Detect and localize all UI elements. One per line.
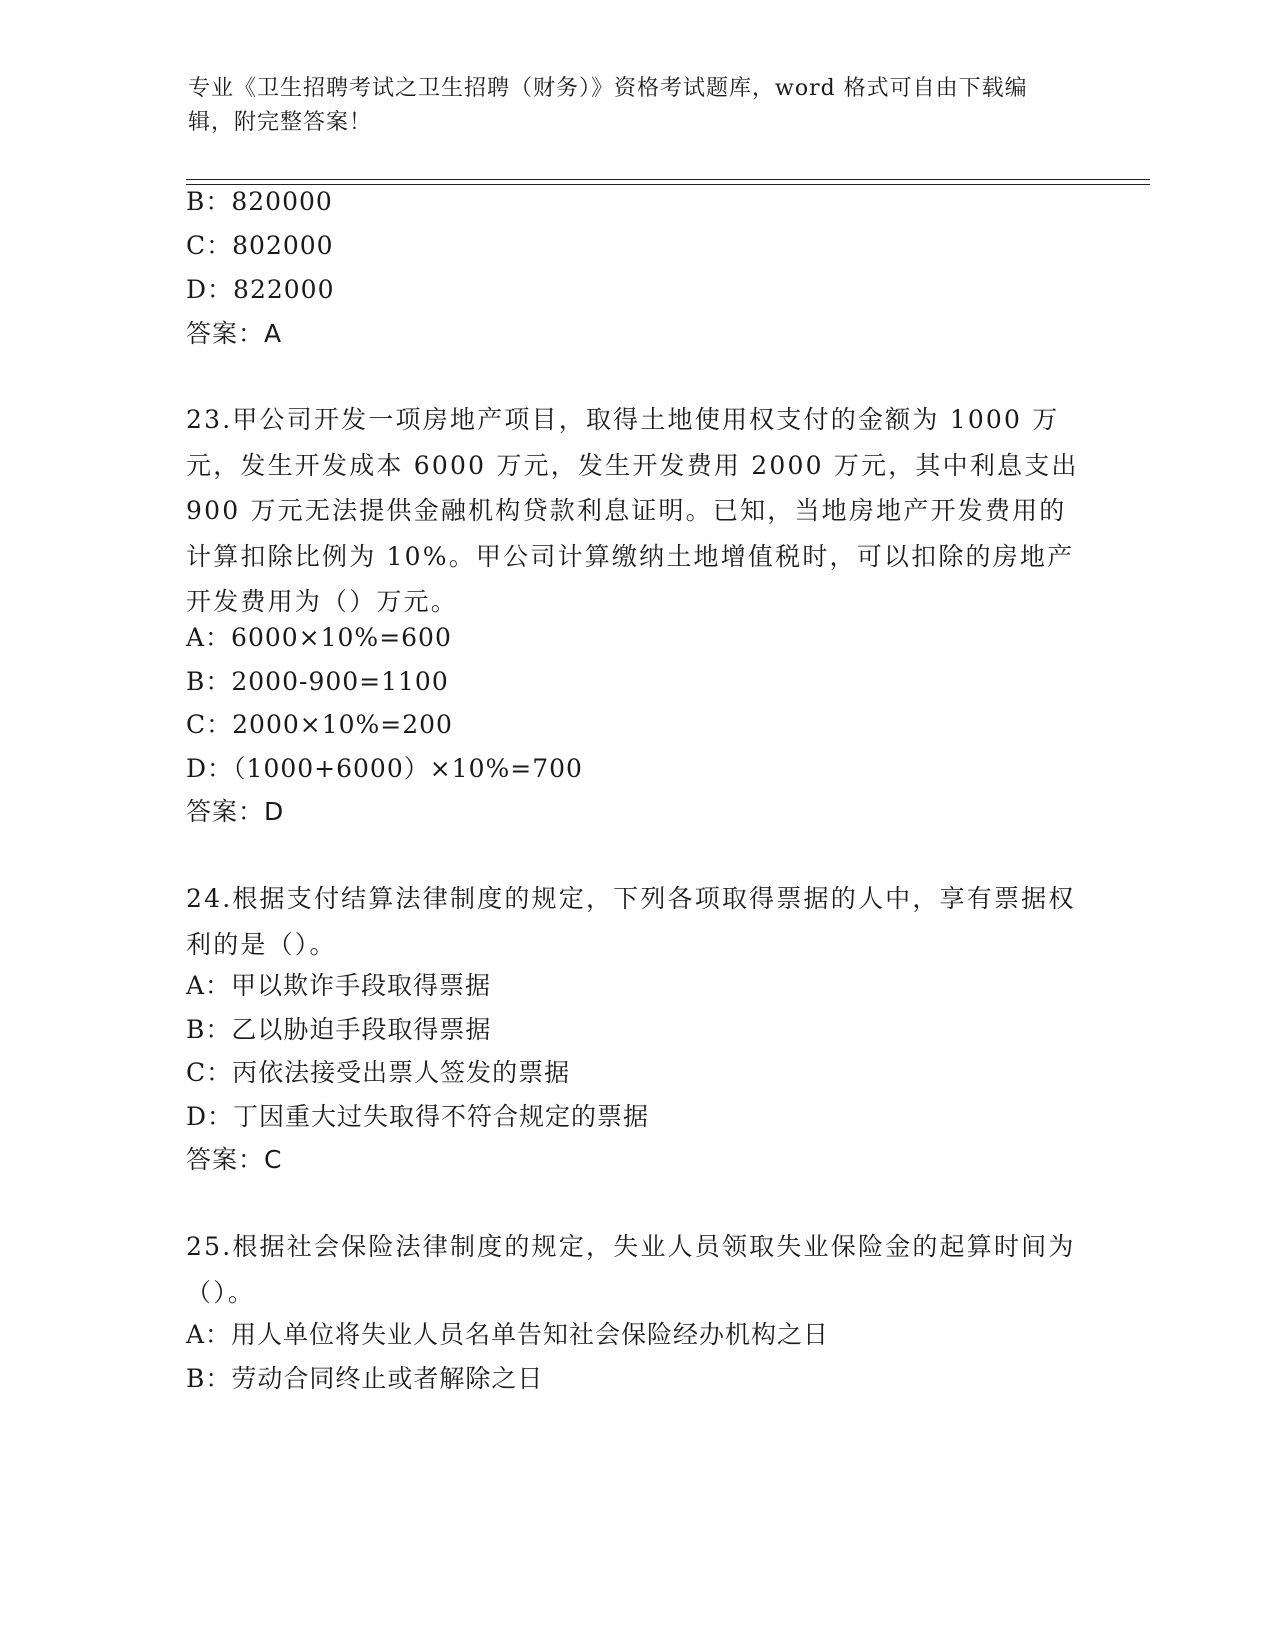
question-23-option-a: A：6000×10%=600	[186, 623, 452, 652]
question-24-option-c: C：丙依法接受出票人签发的票据	[186, 1058, 571, 1087]
question-25-option-a: A：用人单位将失业人员名单告知社会保险经办机构之日	[186, 1320, 830, 1349]
header-rule-top	[186, 179, 1150, 180]
question-24-text: 24.根据支付结算法律制度的规定，下列各项取得票据的人中，享有票据权利的是（）。	[186, 884, 1076, 959]
question-24-answer: 答案：C	[186, 1145, 283, 1174]
question-24-option-d: D：丁因重大过失取得不符合规定的票据	[186, 1102, 650, 1131]
option-d: D：822000	[186, 275, 335, 304]
header-rule-bottom	[186, 184, 1150, 185]
option-c: C：802000	[186, 231, 334, 260]
question-24-option-a: A：甲以欺诈手段取得票据	[186, 971, 492, 1000]
question-23-text: 23.甲公司开发一项房地产项目，取得土地使用权支付的金额为 1000 万元，发生开发成本 6000 万元，发生开发费用 2000 万元，其中利息支出 900 万元无法提供金融机构贷款利息证明。已知，当地房地产开发费用的计算扣除比例为 10%。甲公司计算缴纳土地增值税时，可以扣除的房地产开发费用为（）万元。	[186, 405, 1079, 616]
question-25-text: 25.根据社会保险法律制度的规定，失业人员领取失业保险金的起算时间为（）。	[186, 1232, 1076, 1307]
answer-line: 答案：A	[186, 319, 283, 348]
question-23-option-b: B：2000-900=1100	[186, 667, 449, 696]
question-24-option-b: B：乙以胁迫手段取得票据	[186, 1015, 492, 1044]
option-b: B：820000	[186, 187, 333, 216]
question-23-option-d: D：（1000+6000）×10%=700	[186, 754, 583, 783]
page-header: 专业《卫生招聘考试之卫生招聘（财务）》资格考试题库，word 格式可自由下载编辑，附完整答案！	[188, 76, 1028, 135]
question-23-answer: 答案：D	[186, 797, 285, 826]
question-25-option-b: B：劳动合同终止或者解除之日	[186, 1364, 544, 1393]
question-23-option-c: C：2000×10%=200	[186, 710, 453, 739]
